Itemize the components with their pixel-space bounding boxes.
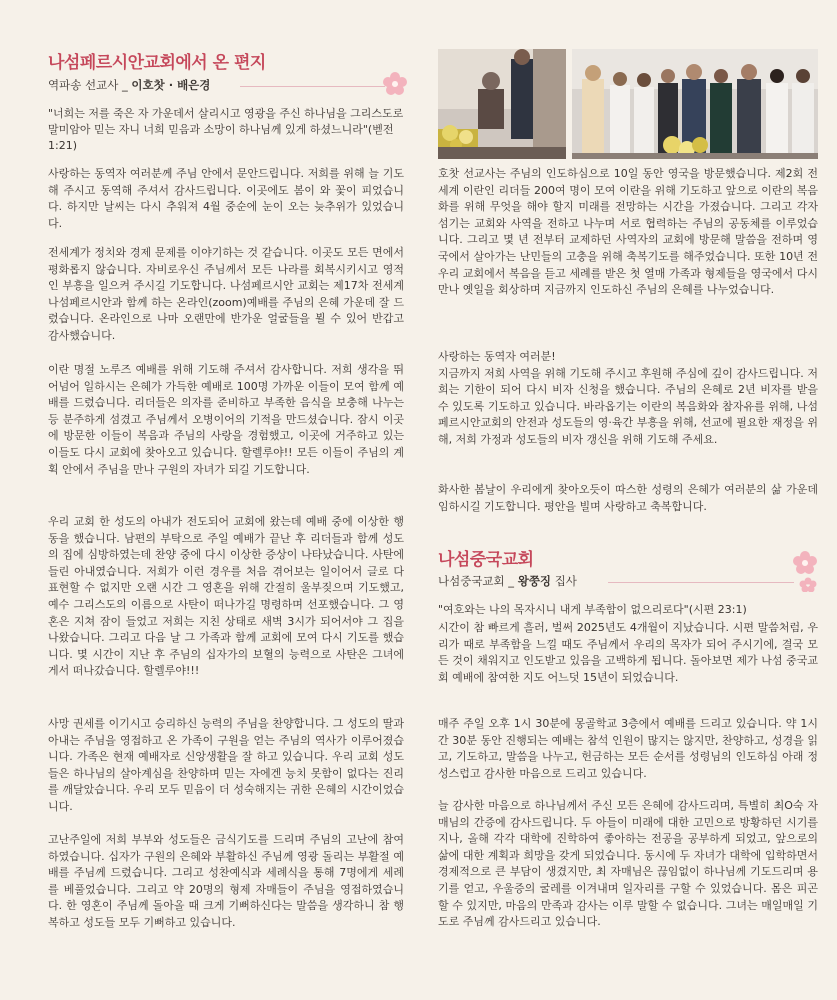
right-paragraph-5: 매주 주일 오후 1시 30분에 몽골학교 3층에서 예배를 드리고 있습니다. 약 1시간 30분 동안 진행되는 예배는 참석 인원이 많지는 않지만, 찬양하고, 성경을 읽고, 기도하고, 말씀을 나누고, 헌금하는 모든 순서를 성령님의 인도하심 아래 정성스럽고 감사한 마음으로 드리고 있습니다.: [438, 717, 818, 780]
left-paragraph-3: 이란 명절 노루즈 예배를 위해 기도해 주셔서 감사합니다. 저희 생각을 뛰어넘어 일하시는 은혜가 가득한 예배로 100명 가까운 이들이 모여 함께 예배를 드렸습니다. 리더들은 의자를 준비하고 부족한 음식을 보충해 나누는 등 분주하게 섬겼고 주님께서 오병이어의 기적을 만드셨습니다. 잠시 이곳에 방문한 이들이 복음과 주님의 사랑을 경험했고, 이곳에 거주하고 있는 이들도 다시 교회에 찾아오고 있습니다. 할렐루야!! 모든 이들이 주님의 계획 안에서 주님을 만나 구원의 자녀가 되길 기도합니다.: [48, 363, 404, 476]
right-byline-rule: [608, 582, 794, 583]
left-paragraph-2: 전세계가 정치와 경제 문제를 이야기하는 것 같습니다. 이곳도 모든 면에서 평화롭지 않습니다. 자비로우신 주님께서 모든 나라를 회복시키시고 영적인 부흥을 일으켜 주시길 기도합니다. 나섬페르시안 교회는 제17차 전세계 나섬페르시안과 함께 하는 온라인(zoom)예배를 주님의 은혜 가운데 잘 드렸습니다. 온라인으로 나마 오랜만에 반가운 얼굴들을 뵐 수 있어 반갑고 감사했습니다.: [48, 246, 404, 342]
left-title: 나섬페르시안교회에서 온 편지: [48, 53, 266, 73]
flower-icon: [382, 71, 408, 97]
flower-icon-right: [790, 548, 820, 592]
photo-strip: [438, 49, 818, 159]
left-byline-names: 이호찻 · 배은경: [131, 78, 211, 92]
right-paragraph-2: 사랑하는 동역자 여러분! 지금까지 저희 사역을 위해 기도해 주시고 후원해 주심에 깊이 감사드립니다. 저희는 기한이 되어 다시 비자 신청을 했습니다. 주님의 은혜로 2년 비자를 받을 수 있도록 기도하고 있습니다. 바라옵기는 이란의 복음화와 참자유를 위해, 나섬페르시안교회의 안전과 성도들의 영·육간 부흥을 위해, 선교에 필요한 재정을 위해, 저희 가정과 성도들의 비자 갱신을 위해 기도해 주세요.: [438, 350, 818, 446]
right-title: 나섬중국교회: [438, 550, 534, 570]
left-quote: "너희는 저를 죽은 자 가운데서 살리시고 영광을 주신 하나님을 그리스도로 말미암아 믿는 자니 너희 믿음과 소망이 하나님께 있게 하셨느니라"(벧전 1:21): [48, 107, 404, 152]
left-byline-prefix: 역파송 선교사 _: [48, 78, 132, 92]
right-byline-suffix: 집사: [551, 574, 577, 588]
left-paragraph-1: 사랑하는 동역자 여러분께 주님 안에서 문안드립니다. 저희를 위해 늘 기도해 주시고 동역해 주셔서 감사드립니다. 이곳에도 봄이 와 꽃이 피었습니다. 하지만 날씨는 다시 추워져 4월 중순에 눈이 오는 늦추위가 있었습니다.: [48, 167, 404, 230]
left-paragraph-5: 사망 권세를 이기시고 승리하신 능력의 주님을 찬양합니다. 그 성도의 딸과 아내는 주님을 영접하고 온 가족이 구원을 얻는 주님의 역사가 이루어졌습니다. 가족은 현재 예배자로 신앙생활을 잘 하고 있습니다. 우리 교회 성도들은 하나님의 살아계심을 찬양하며 믿는 자에겐 능치 못함이 없다는 진리를 깨달았습니다. 우리 모두 믿음이 더 성숙해지는 귀한 은혜의 시간이었습니다.: [48, 717, 404, 813]
right-paragraph-1: 호찻 선교사는 주님의 인도하심으로 10일 동안 영국을 방문했습니다. 제2회 전 세계 이란인 리더들 200여 명이 모여 이란을 위해 기도하고 앞으로 이란의 복음화를 위해 무엇을 해야 할지 미래를 전망하는 시간을 가졌습니다. 그리고 각자 섬기는 교회와 사역을 전하고 나누며 서로 협력하는 주님의 공동체를 이루었습니다. 그리고 몇 년 전부터 교제하던 사역자의 교회에 방문해 말씀을 전하며 영국에서 살아가는 난민들의 고충을 위해 축복기도를 해주었습니다. 또한 10년 전 우리 교회에서 복음을 듣고 세례를 받은 첫 열매 가족과 형제들을 영국에서 다시 만나 옛일을 회상하며 지금까지 인도하신 주님의 은혜를 나누었습니다.: [438, 167, 818, 297]
right-paragraph-3: 화사한 봄날이 우리에게 찾아오듯이 따스한 성령의 은혜가 여러분의 삶 가운데 임하시길 기도합니다. 평안을 빌며 사랑하고 축복합니다.: [438, 483, 818, 513]
right-paragraph-6: 늘 감사한 마음으로 하나님께서 주신 모든 은혜에 감사드리며, 특별히 최O숙 자매님의 간증에 감사드립니다. 두 아들이 미래에 대한 고민으로 방황하던 시기를 지나, 올해 각각 대학에 진학하여 좋아하는 전공을 공부하게 되었고, 앞으로의 삶에 대한 계획과 희망을 갖게 되었습니다. 동시에 두 자녀가 대학에 입학하면서 경제적으로 큰 부담이 생겼지만, 최 자매님은 끊임없이 하나님께 기도드리며 용기를 얻고, 우울증의 굴레를 이겨내며 일자리를 구할 수 있었습니다. 몸은 피곤할 수 있지만, 마음의 만족과 감사는 이루 말할 수 없습니다. 그녀는 매일매일 기도로 주님께 감사드리고 있습니다.: [438, 799, 818, 929]
right-byline-name: 왕쭝징: [517, 574, 552, 588]
left-paragraph-4: 우리 교회 한 성도의 아내가 전도되어 교회에 왔는데 예배 중에 이상한 행동을 했습니다. 남편의 부탁으로 주일 예배가 끝난 후 리더들과 함께 성도의 집에 심방하였는데 찬양 중에 다시 이상한 증상이 나타났습니다. 사탄에 들린 아내였습니다. 저희가 이런 경우를 처음 겪어보는 일이어서 글로 다 표현할 수 없지만 오랜 시간 그 영혼을 위해 간절히 울부짖으며 기도했고, 예수 그리스도의 이름으로 사탄이 떠나가길 명령하며 선포했습니다. 그 영혼은 지쳐 잠이 들었고 저희는 지친 상태로 새벽 3시가 되어서야 그 집을 나왔습니다. 그리고 다음 날 그 가족과 함께 교회에 모여 다시 기도를 했습니다. 몇 시간이 지난 후 주님의 십자가의 보혈의 능력으로 사탄은 그녀에게서 떠나갔습니다. 할렐루야!!!: [48, 515, 404, 678]
photo-group: [572, 49, 818, 159]
right-byline-prefix: 나섬중국교회 _: [438, 574, 518, 588]
right-paragraph-4: 시간이 참 빠르게 흘러, 벌써 2025년도 4개월이 지났습니다. 시편 말씀처럼, 우리가 때로 부족함을 느낄 때도 주님께서 우리의 목자가 되어 주시기에, 결국 모든 것이 채워지고 인도받고 있음을 고백하게 됩니다. 돌아보면 제가 나섬 중국교회 예배에 참여한 지도 어느덧 15년이 되었습니다.: [438, 621, 818, 684]
left-byline-rule: [240, 86, 385, 87]
photo-baptism: [438, 49, 566, 159]
right-quote: "여호와는 나의 목자시니 내게 부족함이 없으리로다"(시편 23:1): [438, 603, 747, 616]
left-paragraph-6: 고난주일에 저희 부부와 성도들은 금식기도를 드리며 주님의 고난에 참여하였습니다. 십자가 구원의 은혜와 부활하신 주님께 영광 돌리는 부활절 예배를 주님께 드렸습니다. 그리고 성찬예식과 세례식을 통해 7명에게 세례를 베풀었습니다. 그리고 약 20명의 형제 자매들이 주님을 영접하였습니다. 한 영혼이 주님께 돌아올 때 크게 기뻐하신다는 말씀을 생각하니 참 행복하고 성도들 모두 기뻐하고 있습니다.: [48, 833, 404, 929]
